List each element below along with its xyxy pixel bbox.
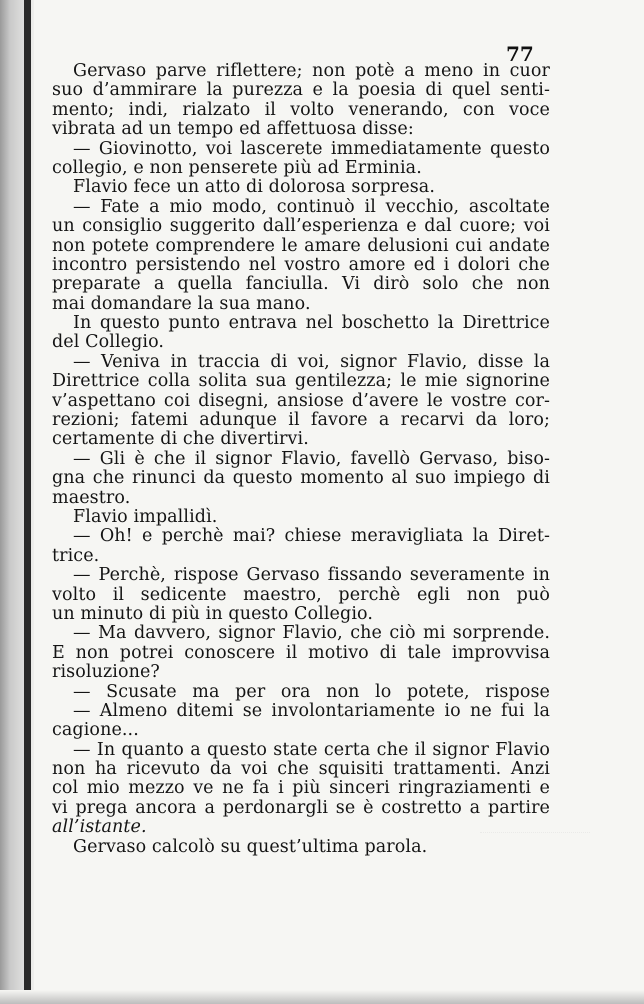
page-number: 77 — [506, 42, 534, 66]
text-line: — Oh! e perchè mai? chiese meravigliata la Diret- — [73, 527, 550, 547]
text-line: — Almeno ditemi se involontariamente io ne fui la — [73, 701, 550, 721]
text-line: — Scusate ma per ora non lo potete, rispose — [73, 682, 550, 702]
text-line: — Fate a mio modo, continuò il vecchio, ascoltate — [73, 197, 550, 217]
text-line: — Ma davvero, signor Flavio, che ciò mi sorprende. — [73, 624, 550, 644]
text-line: mento; indi, rialzato il volto venerando, con voce — [52, 100, 550, 120]
text-line: E non potrei conoscere il motivo di tale improvvisa — [52, 643, 550, 663]
text-line: vi prega ancora a perdonargli se è costretto a partire — [52, 798, 550, 818]
text-line: cagione... — [52, 720, 139, 741]
text-line: col mio mezzo ve ne fa i più sinceri ringraziamenti e — [52, 779, 550, 799]
text-line: suo d’ammirare la purezza e la poesia di quel senti- — [52, 81, 550, 101]
text-line: non ha ricevuto da voi che squisiti trattamenti. Anzi — [52, 760, 550, 780]
text-line: volto il sedicente maestro, perchè egli non può — [52, 585, 550, 605]
text-line: gna che rinunci da questo momento al suo impiego di — [52, 469, 550, 489]
text-line: Flavio impallidì. — [73, 506, 218, 527]
text-line: rezioni; fatemi adunque il favore a recarvi da loro; — [52, 411, 550, 431]
text-line: all’istante. — [52, 817, 147, 838]
text-line: un consiglio suggerito dall’esperienza e dal cuore; voi — [52, 217, 550, 237]
text-line: maestro. — [52, 487, 131, 508]
text-line: del Collegio. — [52, 332, 165, 353]
text-line: preparate a quella fanciulla. Vi dirò solo che non — [52, 275, 550, 295]
text-line: Flavio fece un atto di dolorosa sorpresa. — [73, 177, 436, 198]
text-line: risoluzione? — [52, 662, 160, 683]
text-line: — Veniva in traccia di voi, signor Flavio, disse la — [73, 352, 550, 372]
text-line: un minuto di più in questo Collegio. — [52, 603, 374, 624]
text-line: — Gli è che il signor Flavio, favellò Gervaso, biso- — [73, 449, 550, 469]
text-line: vibrata ad un tempo ed affettuosa disse: — [52, 119, 414, 140]
text-line: mai domandare la sua mano. — [52, 293, 311, 314]
text-line: Gervaso calcolò su quest’ultima parola. — [73, 836, 428, 857]
text-line: Gervaso parve riflettere; non potè a meno in cuor — [73, 62, 550, 81]
text-line: In questo punto entrava nel boschetto la Direttrice — [73, 314, 550, 334]
text-line: — Giovinotto, voi lascerete immediatamente questo — [73, 139, 550, 159]
text-line: incontro persistendo nel vostro amore ed i dolori che — [52, 255, 550, 275]
text-line: v’aspettano coi disegni, ansiose d’avere le vostre cor- — [52, 391, 550, 411]
page-bottom-shadow — [0, 990, 644, 1004]
text-line: — Perchè, rispose Gervaso fissando severamente in — [73, 566, 550, 586]
text-line: — In quanto a questo state certa che il signor Flavio — [73, 740, 550, 760]
bleed-through-mark — [480, 832, 590, 873]
body-text — [52, 62, 550, 857]
text-line: Direttrice colla solita sua gentilezza; le mie signorine — [52, 372, 550, 392]
text-line: non potete comprendere le amare delusioni cui andate — [52, 236, 550, 256]
book-spine-edge — [24, 0, 31, 1004]
text-line: certamente di che divertirvi. — [52, 429, 309, 450]
text-line: trice. — [52, 545, 100, 566]
text-line: collegio, e non penserete più ad Erminia. — [52, 157, 422, 178]
